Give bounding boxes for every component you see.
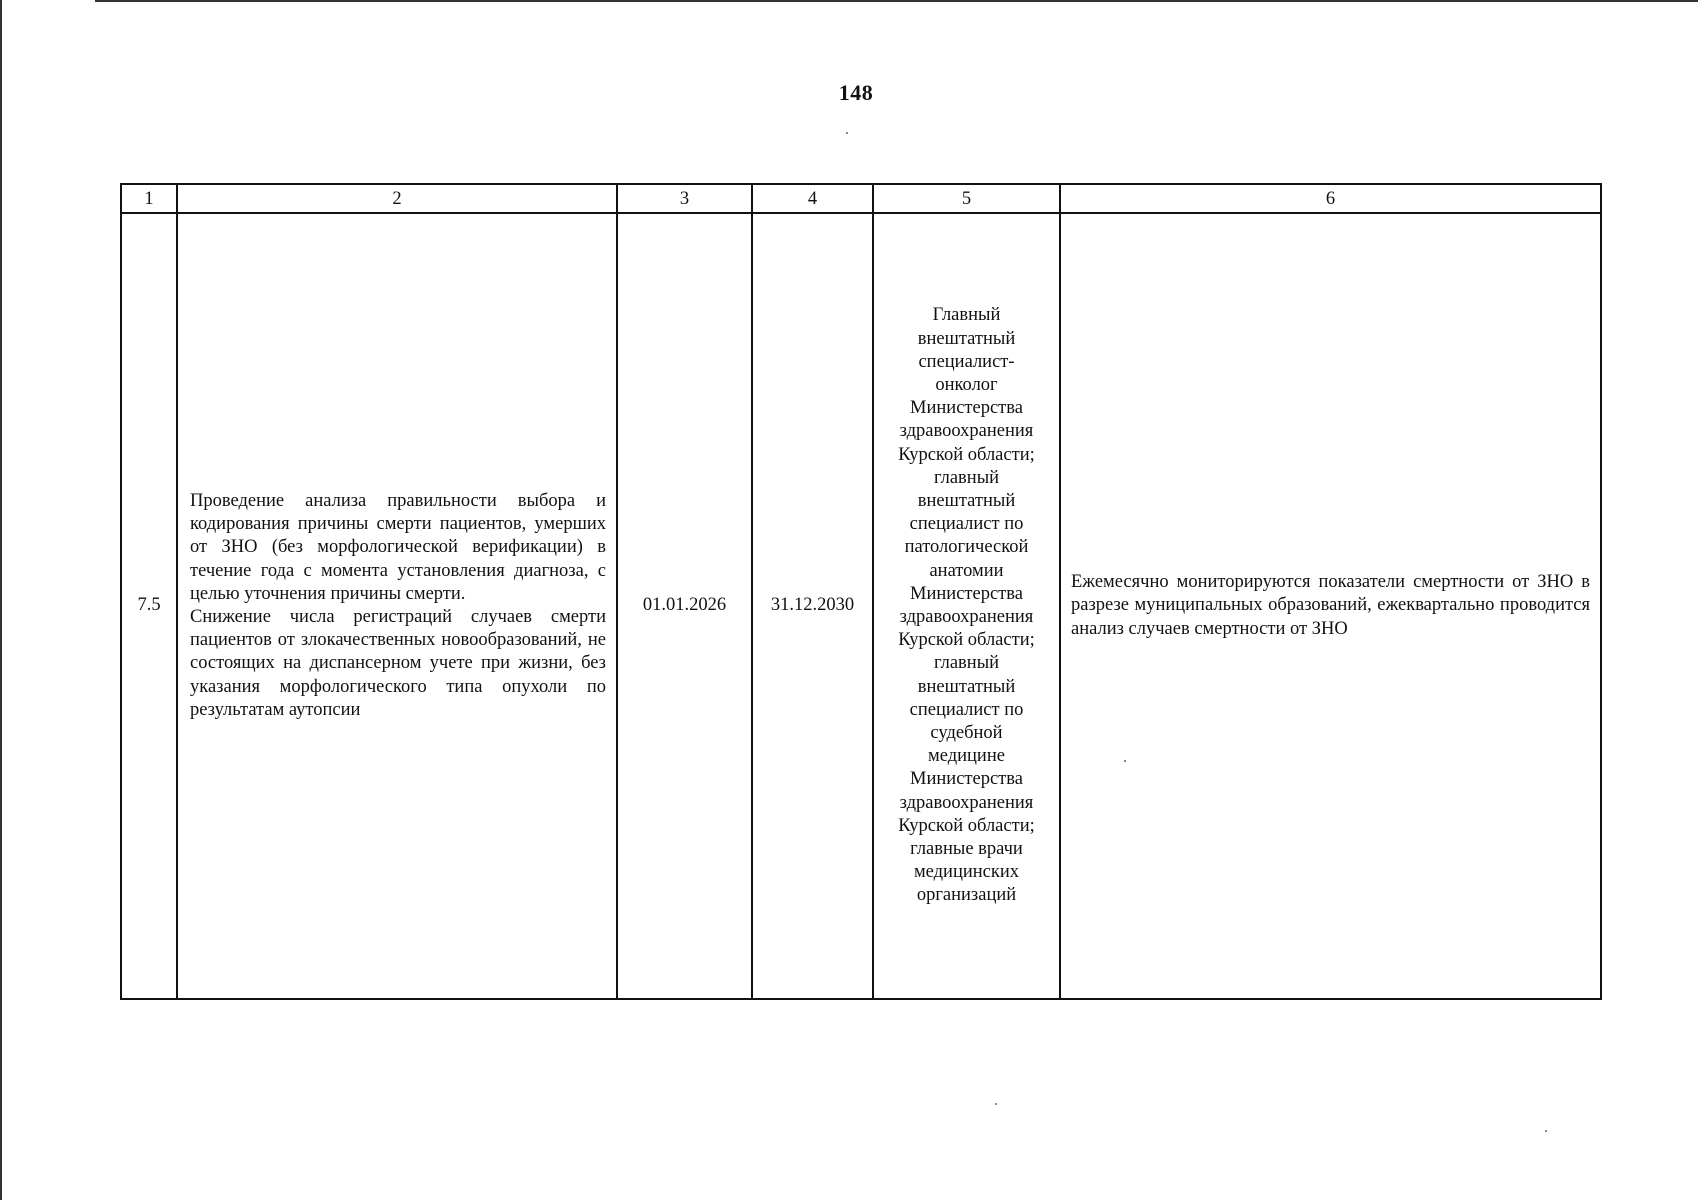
row-description: [177, 213, 617, 999]
responsible-line: онколог: [935, 374, 998, 395]
row-end-date: 31.12.2030: [752, 213, 873, 999]
page-border-left: [0, 0, 2, 1200]
row-start-date: 01.01.2026: [617, 213, 752, 999]
row-id: 7.5: [121, 213, 177, 999]
responsible-line: внештатный: [917, 328, 1016, 349]
responsible-line: организаций: [916, 885, 1017, 906]
responsible-line: Курской области;: [898, 444, 1035, 465]
page-border-top: [95, 0, 1698, 2]
responsible-line: специалист-: [918, 351, 1015, 372]
scan-speck: [846, 132, 848, 134]
responsible-line: Курской области;: [898, 815, 1035, 836]
responsible-line: патологической: [904, 537, 1029, 558]
responsible-line: Главный: [932, 305, 1001, 326]
document-table: [120, 183, 1602, 1000]
responsible-line: медицинских: [913, 862, 1020, 883]
responsible-line: медицине: [928, 746, 1005, 767]
row-result: [1060, 213, 1601, 999]
header-col-1: 1: [121, 184, 177, 213]
responsible-line: главный: [933, 653, 1000, 674]
responsible-line: Министерства: [910, 769, 1023, 790]
responsible-line: главный: [933, 467, 1000, 488]
responsible-line: главные врачи: [910, 839, 1023, 860]
responsible-line: внештатный: [917, 676, 1016, 697]
header-col-3: 3: [617, 184, 752, 213]
description-paragraph: Снижение числа регистраций случаев смерти пациентов от злокачественных новообразований, не состоящих на диспансерном учете при жизни, без указания морфологического типа опухоли по результатам аутопсии: [190, 607, 606, 720]
responsible-line: здравоохранения: [899, 607, 1034, 627]
responsible-line: Министерства: [910, 583, 1023, 604]
responsible-line: специалист по: [909, 699, 1024, 720]
header-col-6: 6: [1060, 184, 1601, 213]
responsible-line: внештатный: [917, 490, 1016, 511]
scan-speck: [1545, 1130, 1547, 1132]
table-header: [121, 184, 1601, 213]
scan-speck: [995, 1103, 997, 1105]
responsible-line: анатомии: [929, 560, 1004, 581]
table-row: [121, 213, 1601, 999]
responsible-line: Министерства: [910, 398, 1023, 419]
responsible-line: судебной: [930, 723, 1003, 744]
header-col-5: 5: [873, 184, 1060, 213]
header-col-2: 2: [177, 184, 617, 213]
description-paragraph: Проведение анализа правильности выбора и кодирования причины смерти пациентов, умерших от ЗНО (без морфологической верификации) в течение года с момента установления диагноза, с целью уточнения причины смерти.: [190, 490, 606, 604]
scan-speck: [1124, 760, 1126, 762]
page-number: 148: [838, 80, 874, 105]
header-row: [121, 184, 1601, 213]
header-col-4: 4: [752, 184, 873, 213]
result-text: Ежемесячно мониторируются показатели смертности от ЗНО в разрезе муниципальных образований, ежеквартально проводится анализ случаев смертности от ЗНО: [1071, 572, 1590, 639]
responsible-line: специалист по: [909, 514, 1024, 535]
row-responsible: [873, 213, 1060, 999]
responsible-line: здравоохранения: [899, 421, 1034, 442]
responsible-line: здравоохранения: [899, 792, 1034, 813]
responsible-line: Курской области;: [898, 630, 1035, 651]
